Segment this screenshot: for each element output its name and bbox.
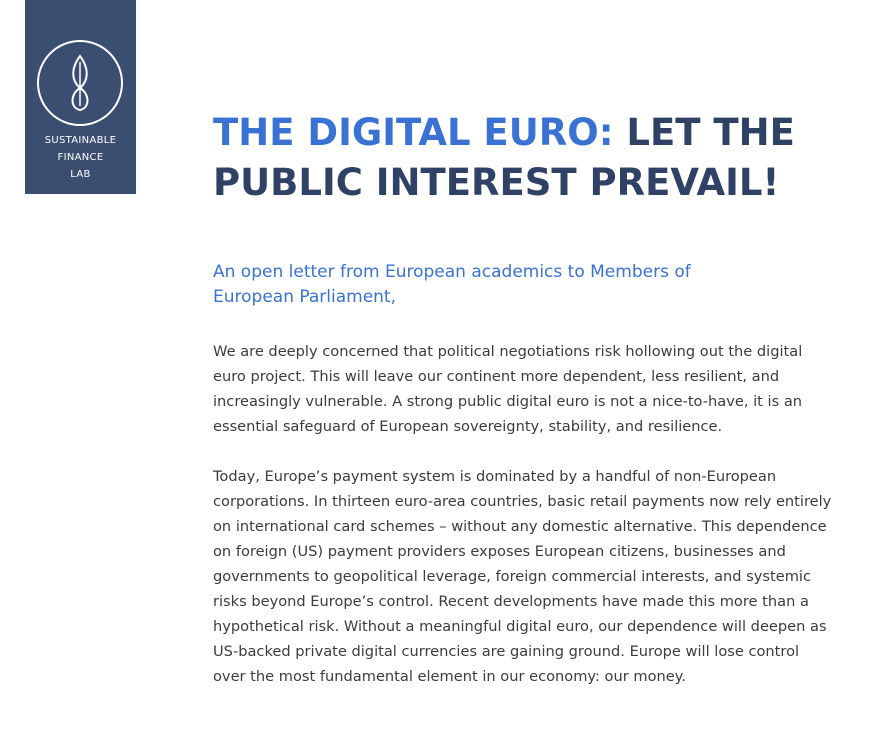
logo-line-3: LAB	[70, 169, 91, 180]
leaf-circle-icon	[35, 38, 125, 128]
title-accent: THE DIGITAL EURO:	[213, 111, 614, 154]
logo-line-1: SUSTAINABLE	[44, 135, 117, 146]
sustainable-finance-lab-logo	[25, 0, 136, 194]
paragraph-1: We are deeply concerned that political negotiations risk hollowing out the digital euro project. This will leave our continent more dependent, less resilient, and increasingly vulnerable. A strong public digital euro is not a nice-to-have, it is an essential safeguard of European sovereignty, stability, and resilience.	[213, 343, 803, 435]
logo-text	[25, 132, 136, 183]
logo-line-2: FINANCE	[57, 152, 104, 163]
page-title	[213, 108, 853, 208]
letter-subtitle: An open letter from European academics to Members of European Parliament,	[213, 262, 691, 307]
paragraph-2: Today, Europe’s payment system is dominated by a handful of non-European corporations. In thirteen euro-area countries, basic retail payments now rely entirely on international card schemes – without any domestic alternative. This dependence on foreign (US) payment providers exposes European citizens, businesses and governments to geopolitical leverage, foreign commercial interests, and systemic risks beyond Europe’s control. Recent developments have made this more than a hypothetical risk. Without a meaningful digital euro, our dependence will deepen as US-backed private digital currencies are gaining ground. Europe will lose control over the most fundamental element in our economy: our money.	[213, 468, 832, 685]
title-rest: LET THE PUBLIC INTEREST PREVAIL!	[213, 111, 795, 204]
